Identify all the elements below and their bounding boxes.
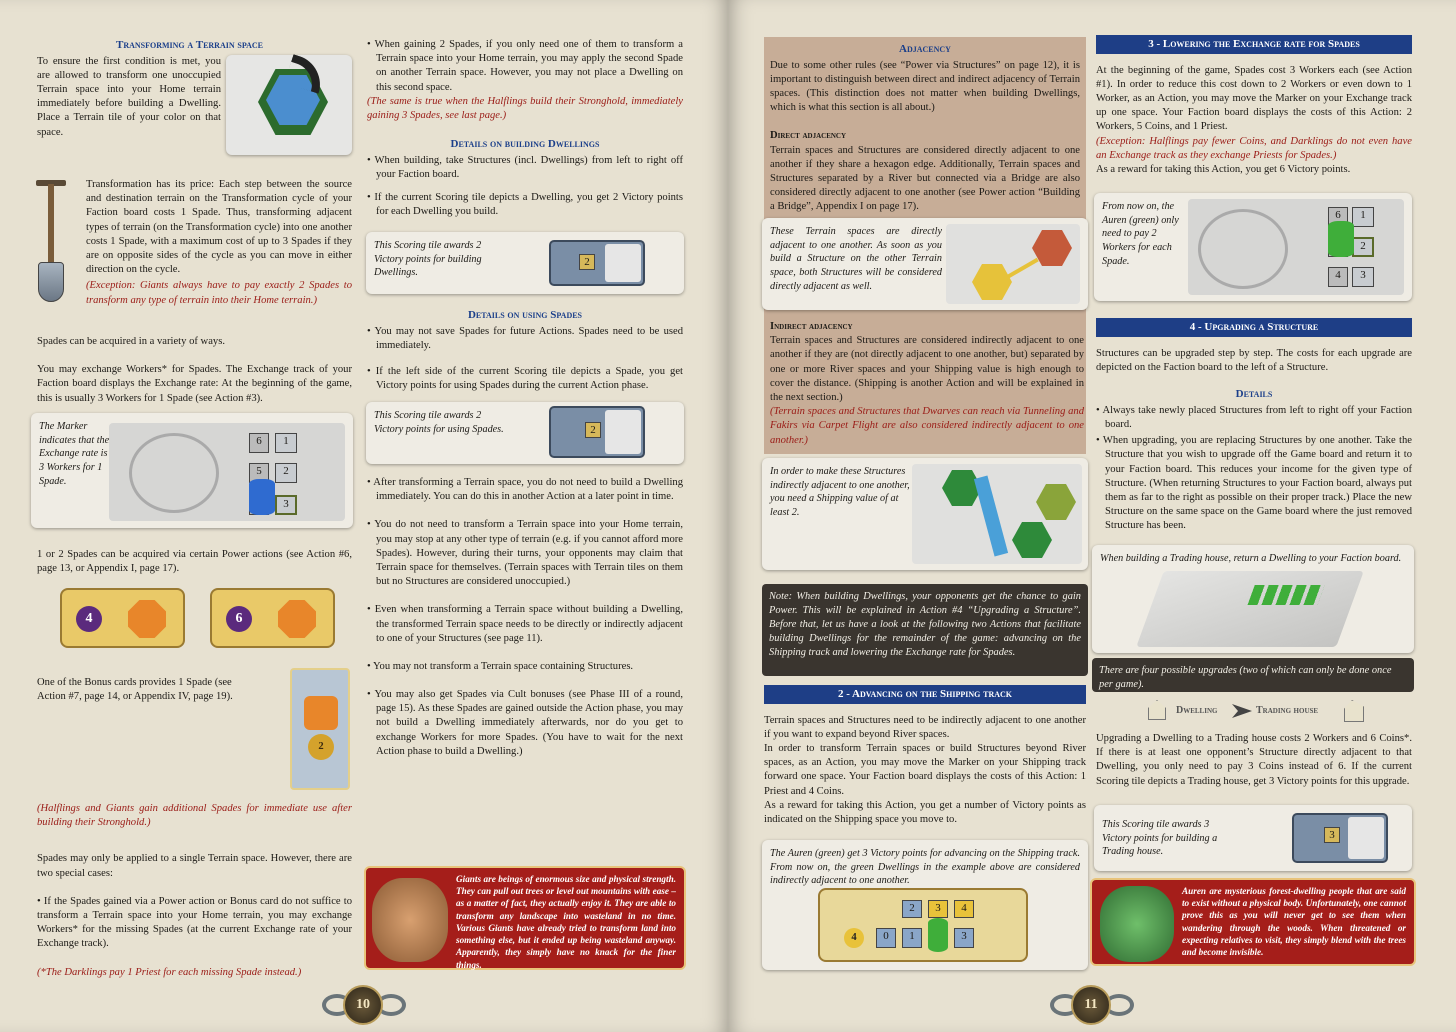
left-column-1b xyxy=(37,178,352,308)
right-column-1c xyxy=(764,685,1086,827)
direct-adjacency-art xyxy=(946,224,1080,304)
right-column-2c xyxy=(1096,732,1412,789)
para-exchange-reward: As a reward for taking this Action, you get 6 Victory points. xyxy=(1096,164,1351,176)
para-halflings2: (The same is true when the Halflings build their Stronghold, immediately gaining 3 Spades, see last page.) xyxy=(367,95,683,121)
heading-adjacency: Adjacency xyxy=(899,43,951,55)
scoring-tile: 2 xyxy=(549,240,645,286)
spade-icon xyxy=(36,180,76,310)
caption-trading: When building a Trading house, return a Dwelling to your Faction board. xyxy=(1100,553,1402,564)
para-bonus: One of the Bonus cards provides 1 Spade (see Action #7, page 14, or Appendix IV, page 19). xyxy=(37,677,233,703)
left-column-1e xyxy=(37,676,237,704)
para-exchange: At the beginning of the game, Spades cost 3 Workers each (see Action #1). In order to reduce this cost down to 2 Workers or even down to 1 Worker, as an Action, you may move the Marker on your Exchange track up one space. Your Faction board displays the costs of this Action: 2 Workers, 5 Coins, and 1 Priest. xyxy=(1096,64,1412,133)
flow-from-label: Dwelling xyxy=(1176,705,1218,716)
para-power: 1 or 2 Spades can be acquired via certain Power actions (see Action #6, page 13, or Appendix I, page 17). xyxy=(37,549,352,575)
para-ship-1: Terrain spaces and Structures need to be indirectly adjacent to one another if you want to expand beyond River spaces. xyxy=(764,714,1086,740)
scoring-dwelling-box xyxy=(366,232,684,294)
list-maynot: • You may not transform a Terrain space containing Structures. xyxy=(367,660,634,672)
bonus-card xyxy=(290,668,350,790)
flow-to-label: Trading house xyxy=(1256,705,1319,716)
direct-caption-box xyxy=(762,218,1088,310)
caption-auren-ship: The Auren (green) get 3 Victory points for advancing on the Shipping track. From now on, the green Dwellings in the example above are considered indirectly adjacent to one another. xyxy=(770,848,1080,887)
para-darklings: (*The Darklings pay 1 Priest for each missing Spade instead.) xyxy=(37,966,302,978)
marker-cylinder-icon xyxy=(928,918,948,952)
heading-indirect: Indirect adjacency xyxy=(770,321,853,332)
right-column-2 xyxy=(1096,35,1412,177)
caption-score-spade: This Scoring tile awards 2 Victory points for using Spades. xyxy=(374,410,504,435)
para-giants-exception: (Exception: Giants always have to pay exactly 2 Spades to transform any type of terrain into their Home terrain.) xyxy=(86,280,352,306)
exchange-track-art: 1 2 3 6 5 xyxy=(109,423,345,521)
scoring-tile: 3 xyxy=(1292,813,1388,863)
indirect-caption-box xyxy=(762,458,1088,570)
caption-score-dwelling: This Scoring tile awards 2 Victory points for building Dwellings. xyxy=(374,240,482,279)
spade-icon xyxy=(128,600,166,638)
scoring-spade-box xyxy=(366,402,684,464)
giant-portrait-icon xyxy=(372,878,448,962)
caption-direct: These Terrain spaces are directly adjacent to one another. As soon as you build a Structure on the other Terrain space, both Structures will be considered directly adjacent as well. xyxy=(770,226,942,292)
auren-flavor-box: Auren are mysterious forest-dwelling people that are said to exist without a physical body. Unfortunately, one cannot prove this as you will never get to see them when wandering through the woods. When threatened or expecting relatives to visit, they simply blend with the trees and become invisible. xyxy=(1090,878,1416,966)
left-column-1f xyxy=(37,802,352,980)
para-acquired: Spades can be acquired in a variety of ways. xyxy=(37,336,225,347)
para-exchange-exception: (Exception: Halflings pay fewer Coins, and Darklings do not even have an Exchange track as they exchange Priests for Spades.) xyxy=(1096,135,1412,161)
caption-marker: The Marker indicates that the Exchange rate is 3 Workers for 1 Spade. xyxy=(39,421,110,487)
left-column-1d xyxy=(37,548,352,576)
para-workers: You may exchange Workers* for Spades. The Exchange track of your Faction board displays the Exchange rate: At the beginning of the game, this is usually 3 Workers for 1 Spade (see Action #3). xyxy=(37,364,352,404)
left-column-2c xyxy=(367,476,683,768)
list-build-2: • If the current Scoring tile depicts a Dwelling, you get 2 Victory points for each Dwelling you build. xyxy=(367,192,683,218)
heading-transforming: Transforming a Terrain space xyxy=(115,39,264,51)
exchange-track-art: 6 4 1 2 3 xyxy=(1188,199,1404,295)
trading-house-box xyxy=(1092,545,1414,653)
list-even: • Even when transforming a Terrain space without building a Dwelling, the transformed Terrain space needs to be directly or indirectly adjacent to one of your Structures (see page 11). xyxy=(367,604,683,644)
shipping-track-art: 2 3 4 4 0 1 3 xyxy=(818,888,1028,962)
list-use-1: • You may not save Spades for future Actions. Spades need to be used immediately. xyxy=(367,325,683,351)
coin-icon: 2 xyxy=(308,734,334,760)
exchange-caption-box xyxy=(31,413,353,528)
auren-portrait-icon xyxy=(1100,886,1174,962)
four-upgrades-box: There are four possible upgrades (two of which can only be done once per game). xyxy=(1092,658,1414,692)
heading-building: Details on building Dwellings xyxy=(450,138,600,151)
faction-board-art xyxy=(1136,571,1364,647)
para-halflings: (Halflings and Giants gain additional Spades for immediate use after building their Stronghold.) xyxy=(37,803,352,829)
caption-auren-exchange: From now on, the Auren (green) only need to pay 2 Workers for each Spade. xyxy=(1102,201,1179,267)
marker-cylinder-icon xyxy=(1328,221,1354,257)
list-build-1: • When building, take Structures (incl. Dwellings) from left to right off your Faction board. xyxy=(367,154,683,181)
list-use-2: • If the left side of the current Scoring tile depicts a Spade, you get Victory points for using Spades during the current Action phase. xyxy=(367,366,683,392)
list-cult: • You may also get Spades via Cult bonuses (see Phase III of a round, page 15). As these Spades are gained outside the Action phase, you may not build a Dwelling immediately afterwards, nor do you get to exchange Workers for more Spades. (You have to wait for the next Action phase to build a Dwelling.) xyxy=(367,689,683,757)
scoring-tile: 2 xyxy=(549,406,645,458)
scoring-trading-box xyxy=(1094,805,1412,871)
caption-indirect: In order to make these Structures indirectly adjacent to one another, you need a Shipping value of at least 2. xyxy=(770,466,910,519)
auren-exchange-box xyxy=(1094,193,1412,301)
para-ship-3: As a reward for taking this Action, you get a number of Victory points as indicated on the Shipping space you move to. xyxy=(764,799,1086,826)
right-column-2b xyxy=(1096,318,1412,543)
power-action-token-6: 6 xyxy=(210,588,335,648)
upgrade-flow xyxy=(1148,700,1368,724)
para-upgrade: Structures can be upgraded step by step. The costs for each upgrade are depicted on the Faction board to the left of a Structure. xyxy=(1096,347,1412,373)
para-adjacency: Due to some other rules (see “Power via Structures” on page 12), it is important to distinguish between direct and indirect adjacency of Terrain spaces. (This distinction does not matter when building Dwellings, which is what this section is all about.) xyxy=(770,59,1080,114)
left-column-2b xyxy=(367,308,683,402)
list-upgrade-1: • Always take newly placed Structures from left to right off your Faction board. xyxy=(1096,404,1412,431)
dwelling-icon xyxy=(1148,700,1166,720)
list-after: • After transforming a Terrain space, you do not need to build a Dwelling immediately. You can do this in another Action at a later point in time. xyxy=(367,477,683,503)
para-upgrade-cost: Upgrading a Dwelling to a Trading house costs 2 Workers and 6 Coins*. If there is at least one opponent’s Structure directly adjacent to that Dwelling, you only need to pay 3 Coins instead of 6. If the current Scoring tile depicts a Trading house, get 3 Victory points for this upgrade. xyxy=(1096,733,1412,787)
para-case1: • If the Spades gained via a Power action or Bonus card do not suffice to transform a Terrain space into your Home terrain, you may exchange Workers* for the missing Spades (at the current Exchange rate of your Exchange track). xyxy=(37,895,352,950)
list-upgrade-2: • When upgrading, you are replacing Structures by one another. Take the Structure that you wish to upgrade off the Game board and return it to your Faction board. This reduces your income for the given type of Structure. (When returning Structures to your Faction board, always put them as far to the right as possible on their proper track.) Place the new Structure on the same space on the Game board where the just removed Structure has been. xyxy=(1096,435,1412,532)
caption-score-trading: This Scoring tile awards 3 Victory points for building a Trading house. xyxy=(1102,819,1218,858)
spade-icon xyxy=(304,696,338,730)
left-column-1c xyxy=(37,335,352,417)
page-number-left: 10 xyxy=(343,985,383,1025)
bar-shipping: 2 - Advancing on the Shipping track xyxy=(764,685,1086,704)
heading-using: Details on using Spades xyxy=(467,309,583,321)
right-page xyxy=(728,0,1456,1032)
power-action-token-4: 4 xyxy=(60,588,185,648)
right-column-1b xyxy=(770,320,1084,448)
para-price: Transformation has its price: Each step between the source and destination terrain on the Transformation cycle of your Faction board costs 1 Spade. Thus, transforming adjacent types of terrain (on the Transformation cycle) into one another costs 1 Spade, with a maximum cost of up to 3 Spades if they are on opposite sides of the cycle as you can move in either direction on the cycle. xyxy=(86,179,352,276)
transform-illustration xyxy=(226,55,352,155)
page-number-right: 11 xyxy=(1071,985,1111,1025)
bar-upgrading: 4 - Upgrading a Structure xyxy=(1096,318,1412,337)
note-box: Note: When building Dwellings, your opponents get the chance to gain Power. This will be explained in Action #4 “Upgrading a Structure”. Before that, let us have a look at the following two Actions that facilitate building Dwellings for the remainder of the game: advancing on the Shipping track and lowering the Exchange rate for Spades. xyxy=(762,584,1088,676)
para-dwarves: (Terrain spaces and Structures that Dwarves can reach via Tunneling and Fakirs via Carpet Flight are also considered indirectly adjacent to one another.) xyxy=(770,406,1084,446)
para-gain2: • When gaining 2 Spades, if you only need one of them to transform a Terrain space into your Home terrain, you may apply the second Spade on another Terrain space. However, you may not place a Dwelling on this second space. xyxy=(367,39,683,93)
para-direct: Terrain spaces and Structures are considered directly adjacent to one another if they share a hexagon edge. Additionally, Terrain spaces and Structures separated by a River but connected via a Bridge are also considered directly adjacent to one another (see Power action “Building a Bridge”, Appendix I on page 17). xyxy=(770,144,1080,213)
para-transform: To ensure the first condition is met, you are allowed to transform one unoccupied Terrain space into your Home terrain immediately before building a Dwelling. Place a Terrain tile of your color on that space. xyxy=(37,55,221,138)
para-single: Spades may only be applied to a single Terrain space. However, there are two special cases: xyxy=(37,853,352,879)
para-indirect: Terrain spaces and Structures are considered indirectly adjacent to one another if they are (not directly adjacent to one another, but) separated by one or more River spaces and your Shipping value is high enough to cover the distance. (Shipping is another Action and will be explained in the next section.) xyxy=(770,335,1084,403)
heading-direct: Direct adjacency xyxy=(770,130,847,142)
marker-cylinder-icon xyxy=(249,479,275,515)
shipping-caption-box xyxy=(762,840,1088,970)
trading-house-icon xyxy=(1344,700,1364,722)
left-column-2 xyxy=(367,38,683,229)
double-spade-icon xyxy=(278,600,316,638)
indirect-adjacency-art xyxy=(912,464,1082,564)
heading-details: Details xyxy=(1235,388,1273,401)
arrow-right-icon xyxy=(1232,704,1252,718)
para-ship-2: In order to transform Terrain spaces or build Structures beyond River spaces, as an Action, you may move the Marker on your Shipping track forward one space. Your Faction board displays the costs of this Action: 1 Priest and 4 Coins. xyxy=(764,743,1086,797)
list-home: • You do not need to transform a Terrain space into your Home terrain, you may stop at any other type of terrain (e.g. if you cannot afford more Spades). However, during their turns, your opponents may claim that Terrain space for themselves. (Terrain spaces with Terrain tiles on them but no Structures are considered unoccupied.) xyxy=(367,519,683,588)
bar-exchange: 3 - Lowering the Exchange rate for Spades xyxy=(1096,35,1412,54)
giants-flavor-box: Giants are beings of enormous size and physical strength. They can pull out trees or level out mountains with ease – as a matter of fact, they actually enjoy it. They are able to transform any landscape into wasteland in no time. Various Giants have already tried to transform land into something else, but it ended up being wasteland anyway. Apparently, they simply have no knack for the finer things. xyxy=(364,866,686,970)
